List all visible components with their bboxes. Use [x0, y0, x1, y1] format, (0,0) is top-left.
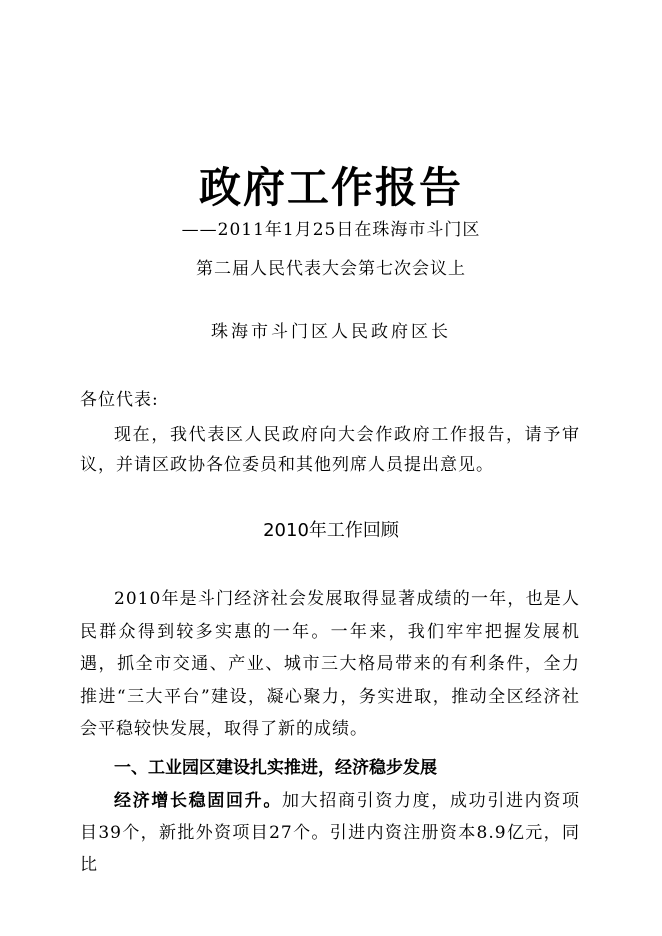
review-paragraph: 2010年是斗门经济社会发展取得显著成绩的一年，也是人民群众得到较多实惠的一年。一年来，我们牢牢把握发展机遇，抓全市交通、产业、城市三大格局带来的有利条件，全力推进“三大平台”建设，凝心聚力，务实进取，推动全区经济社会平稳较快发展，取得了新的成绩。 [80, 589, 580, 739]
intro-paragraph: 现在，我代表区人民政府向大会作政府工作报告，请予审议，并请区政协各位委员和其他列席人员提出意见。 [80, 425, 580, 475]
document-title: 政府工作报告 [198, 163, 463, 212]
document-subtitle-line2: 第二届人民代表大会第七次会议上 [196, 259, 466, 279]
section1-lead-bold: 经济增长稳固回升。 [114, 791, 282, 811]
salutation: 各位代表: [80, 390, 159, 410]
section1-paragraph [80, 785, 580, 881]
document-subtitle-line1: ——2011年1月25日在珠海市斗门区 [181, 220, 481, 240]
section1-heading: 一、工业园区建设扎实推进，经济稳步发展 [114, 758, 437, 778]
section1-lead-text: 加大招商引资力度，成功引进内资项目39个，新批外资项目27个。引进内资注册资本8.9亿元，同比 [80, 791, 580, 875]
review-heading: 2010年工作回顾 [263, 520, 399, 541]
document-author: 珠海市斗门区人民政府区长 [211, 322, 451, 342]
